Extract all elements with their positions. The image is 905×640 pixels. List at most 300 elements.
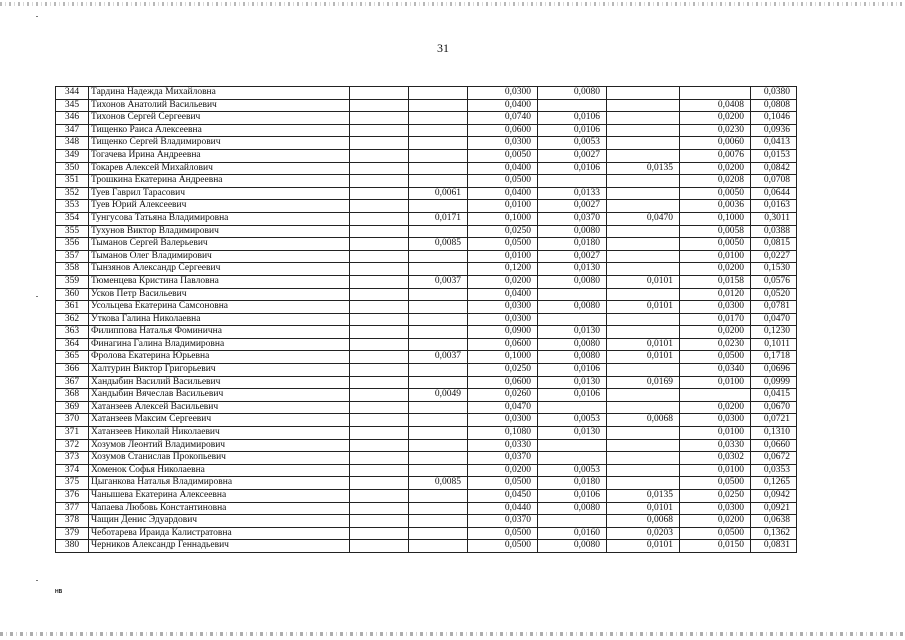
value-cell: 0,3011 bbox=[751, 212, 797, 225]
scan-speck bbox=[36, 580, 38, 581]
empty-cell bbox=[350, 124, 409, 137]
empty-cell bbox=[350, 87, 409, 100]
empty-cell bbox=[350, 414, 409, 427]
person-name: Тунгусова Татьяна Владимировна bbox=[89, 212, 350, 225]
table-row bbox=[56, 351, 797, 364]
value-cell: 0,0370 bbox=[468, 515, 538, 528]
value-cell bbox=[607, 439, 680, 452]
row-number: 350 bbox=[56, 162, 89, 175]
person-name: Усольцева Екатерина Самсоновна bbox=[89, 301, 350, 314]
empty-cell bbox=[350, 288, 409, 301]
value-cell: 0,1530 bbox=[751, 263, 797, 276]
person-name: Тогачева Ирина Андреевна bbox=[89, 149, 350, 162]
row-number: 368 bbox=[56, 389, 89, 402]
table-row bbox=[56, 414, 797, 427]
value-cell bbox=[409, 364, 468, 377]
value-cell: 0,0300 bbox=[468, 137, 538, 150]
value-cell bbox=[607, 225, 680, 238]
value-cell: 0,1000 bbox=[468, 212, 538, 225]
value-cell bbox=[538, 401, 607, 414]
person-name: Тардина Надежда Михайловна bbox=[89, 87, 350, 100]
value-cell: 0,0106 bbox=[538, 124, 607, 137]
page-number: 31 bbox=[437, 41, 449, 55]
person-name: Чанышева Екатерина Алексеевна bbox=[89, 490, 350, 503]
value-cell bbox=[607, 401, 680, 414]
person-name: Тухунов Виктор Владимирович bbox=[89, 225, 350, 238]
value-cell: 0,1265 bbox=[751, 477, 797, 490]
person-name: Тынзянов Александр Сергеевич bbox=[89, 263, 350, 276]
row-number: 377 bbox=[56, 502, 89, 515]
row-number: 367 bbox=[56, 376, 89, 389]
row-number: 361 bbox=[56, 301, 89, 314]
value-cell bbox=[409, 464, 468, 477]
value-cell: 0,0050 bbox=[680, 238, 751, 251]
value-cell bbox=[538, 99, 607, 112]
value-cell: 0,0999 bbox=[751, 376, 797, 389]
table-row bbox=[56, 212, 797, 225]
person-name: Чапаева Любовь Константиновна bbox=[89, 502, 350, 515]
value-cell: 0,0080 bbox=[538, 351, 607, 364]
value-cell: 0,0180 bbox=[538, 238, 607, 251]
value-cell: 0,0500 bbox=[468, 238, 538, 251]
empty-cell bbox=[350, 175, 409, 188]
person-name: Тыманов Олег Владимирович bbox=[89, 250, 350, 263]
row-number: 363 bbox=[56, 326, 89, 339]
value-cell: 0,0171 bbox=[409, 212, 468, 225]
table-row bbox=[56, 149, 797, 162]
row-number: 376 bbox=[56, 490, 89, 503]
value-cell bbox=[607, 364, 680, 377]
value-cell bbox=[607, 389, 680, 402]
empty-cell bbox=[350, 238, 409, 251]
value-cell: 0,1011 bbox=[751, 338, 797, 351]
empty-cell bbox=[350, 502, 409, 515]
value-cell bbox=[409, 515, 468, 528]
value-cell: 0,0037 bbox=[409, 351, 468, 364]
value-cell: 0,0600 bbox=[468, 338, 538, 351]
value-cell: 0,0053 bbox=[538, 464, 607, 477]
value-cell: 0,0101 bbox=[607, 301, 680, 314]
value-cell: 0,0100 bbox=[680, 427, 751, 440]
empty-cell bbox=[350, 351, 409, 364]
value-cell bbox=[607, 250, 680, 263]
value-cell bbox=[607, 313, 680, 326]
row-number: 371 bbox=[56, 427, 89, 440]
person-name: Фролова Екатерина Юрьевна bbox=[89, 351, 350, 364]
value-cell: 0,0815 bbox=[751, 238, 797, 251]
value-cell bbox=[607, 200, 680, 213]
table-row bbox=[56, 452, 797, 465]
table-row bbox=[56, 187, 797, 200]
person-name: Филиппова Наталья Фоминична bbox=[89, 326, 350, 339]
table-body bbox=[56, 87, 797, 553]
person-name: Туев Гаврил Тарасович bbox=[89, 187, 350, 200]
table-row bbox=[56, 238, 797, 251]
value-cell: 0,0638 bbox=[751, 515, 797, 528]
empty-cell bbox=[350, 527, 409, 540]
row-number: 365 bbox=[56, 351, 89, 364]
empty-cell bbox=[350, 477, 409, 490]
value-cell: 0,0101 bbox=[607, 338, 680, 351]
value-cell bbox=[409, 338, 468, 351]
table-row bbox=[56, 401, 797, 414]
empty-cell bbox=[350, 313, 409, 326]
value-cell bbox=[409, 490, 468, 503]
value-cell: 0,0300 bbox=[680, 414, 751, 427]
value-cell: 0,0500 bbox=[680, 351, 751, 364]
empty-cell bbox=[350, 99, 409, 112]
value-cell bbox=[409, 124, 468, 137]
row-number: 358 bbox=[56, 263, 89, 276]
person-name: Хозумов Станислав Прокопьевич bbox=[89, 452, 350, 465]
value-cell: 0,0200 bbox=[468, 275, 538, 288]
value-cell bbox=[409, 149, 468, 162]
value-cell: 0,0808 bbox=[751, 99, 797, 112]
value-cell: 0,0050 bbox=[468, 149, 538, 162]
value-cell: 0,0085 bbox=[409, 238, 468, 251]
value-cell: 0,1200 bbox=[468, 263, 538, 276]
row-number: 352 bbox=[56, 187, 89, 200]
person-name: Хандыбин Вячеслав Васильевич bbox=[89, 389, 350, 402]
value-cell: 0,0027 bbox=[538, 200, 607, 213]
value-cell: 0,0180 bbox=[538, 477, 607, 490]
value-cell: 0,0500 bbox=[468, 527, 538, 540]
person-name: Хозумов Леонтий Владимирович bbox=[89, 439, 350, 452]
table-row bbox=[56, 376, 797, 389]
value-cell: 0,0600 bbox=[468, 376, 538, 389]
empty-cell bbox=[350, 464, 409, 477]
value-cell: 0,0203 bbox=[607, 527, 680, 540]
value-cell bbox=[538, 515, 607, 528]
value-cell: 0,0100 bbox=[468, 250, 538, 263]
value-cell: 0,0053 bbox=[538, 414, 607, 427]
person-name: Черников Александр Геннадьевич bbox=[89, 540, 350, 553]
value-cell bbox=[607, 124, 680, 137]
empty-cell bbox=[350, 338, 409, 351]
footer-mark: HB bbox=[55, 589, 63, 595]
value-cell: 0,0230 bbox=[680, 124, 751, 137]
empty-cell bbox=[350, 137, 409, 150]
scan-speck bbox=[36, 16, 38, 17]
row-number: 346 bbox=[56, 112, 89, 125]
person-name: Трошкина Екатерина Андреевна bbox=[89, 175, 350, 188]
value-cell: 0,1000 bbox=[468, 351, 538, 364]
value-cell: 0,0058 bbox=[680, 225, 751, 238]
person-name: Халтурин Виктор Григорьевич bbox=[89, 364, 350, 377]
value-cell: 0,0076 bbox=[680, 149, 751, 162]
value-cell: 0,0413 bbox=[751, 137, 797, 150]
table-row bbox=[56, 200, 797, 213]
empty-cell bbox=[350, 515, 409, 528]
value-cell: 0,0106 bbox=[538, 112, 607, 125]
value-cell: 0,0200 bbox=[680, 112, 751, 125]
table-row bbox=[56, 112, 797, 125]
value-cell bbox=[409, 376, 468, 389]
value-cell: 0,0330 bbox=[468, 439, 538, 452]
value-cell: 0,1310 bbox=[751, 427, 797, 440]
value-cell: 0,0060 bbox=[680, 137, 751, 150]
value-cell: 0,0101 bbox=[607, 275, 680, 288]
value-cell bbox=[409, 502, 468, 515]
row-number: 347 bbox=[56, 124, 89, 137]
value-cell: 0,1718 bbox=[751, 351, 797, 364]
value-cell: 0,0520 bbox=[751, 288, 797, 301]
value-cell: 0,0781 bbox=[751, 301, 797, 314]
value-cell: 0,0158 bbox=[680, 275, 751, 288]
value-cell: 0,0068 bbox=[607, 515, 680, 528]
value-cell: 0,0130 bbox=[538, 376, 607, 389]
row-number: 370 bbox=[56, 414, 89, 427]
value-cell bbox=[607, 137, 680, 150]
value-cell: 0,0200 bbox=[680, 515, 751, 528]
value-cell bbox=[409, 427, 468, 440]
person-name: Тищенко Раиса Алексеевна bbox=[89, 124, 350, 137]
empty-cell bbox=[350, 301, 409, 314]
value-cell: 0,0027 bbox=[538, 250, 607, 263]
table-row bbox=[56, 99, 797, 112]
value-cell: 0,0576 bbox=[751, 275, 797, 288]
row-number: 348 bbox=[56, 137, 89, 150]
value-cell: 0,0900 bbox=[468, 326, 538, 339]
scan-noise-bottom bbox=[0, 632, 905, 636]
empty-cell bbox=[350, 389, 409, 402]
person-name: Туев Юрий Алексеевич bbox=[89, 200, 350, 213]
table-row bbox=[56, 389, 797, 402]
empty-cell bbox=[350, 490, 409, 503]
value-cell: 0,0101 bbox=[607, 502, 680, 515]
value-cell: 0,0169 bbox=[607, 376, 680, 389]
value-cell bbox=[607, 112, 680, 125]
row-number: 353 bbox=[56, 200, 89, 213]
value-cell bbox=[409, 401, 468, 414]
value-cell: 0,0440 bbox=[468, 502, 538, 515]
value-cell bbox=[607, 263, 680, 276]
value-cell: 0,0053 bbox=[538, 137, 607, 150]
row-number: 354 bbox=[56, 212, 89, 225]
value-cell: 0,0921 bbox=[751, 502, 797, 515]
empty-cell bbox=[350, 401, 409, 414]
person-name: Хатанзеев Максим Сергеевич bbox=[89, 414, 350, 427]
row-number: 345 bbox=[56, 99, 89, 112]
value-cell: 0,0500 bbox=[468, 477, 538, 490]
row-number: 355 bbox=[56, 225, 89, 238]
value-cell: 0,0208 bbox=[680, 175, 751, 188]
row-number: 357 bbox=[56, 250, 89, 263]
table-row bbox=[56, 263, 797, 276]
value-cell: 0,0300 bbox=[680, 502, 751, 515]
table-row bbox=[56, 364, 797, 377]
table-row bbox=[56, 275, 797, 288]
empty-cell bbox=[350, 149, 409, 162]
value-cell: 0,0200 bbox=[680, 162, 751, 175]
person-name: Хатанзеев Николай Николаевич bbox=[89, 427, 350, 440]
value-cell: 0,0400 bbox=[468, 162, 538, 175]
value-cell: 0,0300 bbox=[680, 301, 751, 314]
value-cell bbox=[409, 87, 468, 100]
person-name: Цыганкова Наталья Владимировна bbox=[89, 477, 350, 490]
row-number: 360 bbox=[56, 288, 89, 301]
person-name: Токарев Алексей Михайлович bbox=[89, 162, 350, 175]
scan-noise-top bbox=[0, 2, 905, 6]
value-cell: 0,0153 bbox=[751, 149, 797, 162]
value-cell: 0,0133 bbox=[538, 187, 607, 200]
table-row bbox=[56, 313, 797, 326]
value-cell bbox=[409, 112, 468, 125]
value-cell: 0,0049 bbox=[409, 389, 468, 402]
empty-cell bbox=[350, 225, 409, 238]
table-row bbox=[56, 225, 797, 238]
value-cell: 0,0670 bbox=[751, 401, 797, 414]
value-cell: 0,0027 bbox=[538, 149, 607, 162]
value-cell: 0,0842 bbox=[751, 162, 797, 175]
value-cell bbox=[409, 137, 468, 150]
value-cell: 0,0135 bbox=[607, 490, 680, 503]
value-cell: 0,0450 bbox=[468, 490, 538, 503]
row-number: 362 bbox=[56, 313, 89, 326]
row-number: 359 bbox=[56, 275, 89, 288]
person-name: Тюменцева Кристина Павловна bbox=[89, 275, 350, 288]
value-cell: 0,0080 bbox=[538, 87, 607, 100]
value-cell: 0,0200 bbox=[468, 464, 538, 477]
value-cell: 0,0100 bbox=[680, 376, 751, 389]
value-cell: 0,0370 bbox=[468, 452, 538, 465]
empty-cell bbox=[350, 427, 409, 440]
empty-cell bbox=[350, 263, 409, 276]
value-cell: 0,0340 bbox=[680, 364, 751, 377]
person-name: Чеботарева Ираида Калистратовна bbox=[89, 527, 350, 540]
value-cell bbox=[607, 288, 680, 301]
value-cell bbox=[607, 175, 680, 188]
value-cell: 0,0068 bbox=[607, 414, 680, 427]
empty-cell bbox=[350, 439, 409, 452]
value-cell bbox=[409, 414, 468, 427]
value-cell: 0,0080 bbox=[538, 275, 607, 288]
table-row bbox=[56, 540, 797, 553]
value-cell: 0,0080 bbox=[538, 225, 607, 238]
value-cell: 0,0500 bbox=[680, 527, 751, 540]
value-cell bbox=[409, 313, 468, 326]
person-name: Уткова Галина Николаевна bbox=[89, 313, 350, 326]
value-cell: 0,0130 bbox=[538, 326, 607, 339]
value-cell: 0,0831 bbox=[751, 540, 797, 553]
value-cell: 0,0061 bbox=[409, 187, 468, 200]
table-row bbox=[56, 338, 797, 351]
row-number: 364 bbox=[56, 338, 89, 351]
value-cell bbox=[607, 187, 680, 200]
value-cell: 0,0400 bbox=[468, 187, 538, 200]
table-row bbox=[56, 439, 797, 452]
value-cell: 0,0085 bbox=[409, 477, 468, 490]
row-number: 379 bbox=[56, 527, 89, 540]
value-cell: 0,0101 bbox=[607, 540, 680, 553]
empty-cell bbox=[350, 112, 409, 125]
table-row bbox=[56, 175, 797, 188]
empty-cell bbox=[350, 187, 409, 200]
value-cell: 0,0300 bbox=[468, 87, 538, 100]
value-cell: 0,0936 bbox=[751, 124, 797, 137]
value-cell: 0,0080 bbox=[538, 338, 607, 351]
value-cell bbox=[607, 149, 680, 162]
value-cell: 0,1000 bbox=[680, 212, 751, 225]
value-cell: 0,0721 bbox=[751, 414, 797, 427]
value-cell: 0,0150 bbox=[680, 540, 751, 553]
value-cell: 0,0135 bbox=[607, 162, 680, 175]
value-cell: 0,0600 bbox=[468, 124, 538, 137]
value-cell: 0,0300 bbox=[468, 301, 538, 314]
value-cell: 0,0696 bbox=[751, 364, 797, 377]
empty-cell bbox=[350, 326, 409, 339]
value-cell: 0,0942 bbox=[751, 490, 797, 503]
table-row bbox=[56, 87, 797, 100]
value-cell: 0,0106 bbox=[538, 364, 607, 377]
row-number: 373 bbox=[56, 452, 89, 465]
value-cell: 0,1362 bbox=[751, 527, 797, 540]
value-cell: 0,0500 bbox=[468, 540, 538, 553]
value-cell bbox=[538, 313, 607, 326]
value-cell: 0,0106 bbox=[538, 490, 607, 503]
value-cell: 0,0200 bbox=[680, 263, 751, 276]
person-name: Тихонов Анатолий Васильевич bbox=[89, 99, 350, 112]
row-number: 366 bbox=[56, 364, 89, 377]
value-cell: 0,0036 bbox=[680, 200, 751, 213]
value-cell: 0,0470 bbox=[607, 212, 680, 225]
table-row bbox=[56, 301, 797, 314]
table-row bbox=[56, 124, 797, 137]
value-cell: 0,0037 bbox=[409, 275, 468, 288]
value-cell bbox=[409, 162, 468, 175]
row-number: 369 bbox=[56, 401, 89, 414]
value-cell bbox=[607, 238, 680, 251]
value-cell bbox=[409, 301, 468, 314]
table-row bbox=[56, 515, 797, 528]
empty-cell bbox=[350, 212, 409, 225]
value-cell: 0,0380 bbox=[751, 87, 797, 100]
value-cell bbox=[409, 452, 468, 465]
table-row bbox=[56, 490, 797, 503]
person-name: Усков Петр Васильевич bbox=[89, 288, 350, 301]
value-cell bbox=[680, 87, 751, 100]
value-cell: 0,0227 bbox=[751, 250, 797, 263]
row-number: 375 bbox=[56, 477, 89, 490]
empty-cell bbox=[350, 364, 409, 377]
value-cell bbox=[680, 389, 751, 402]
value-cell bbox=[607, 99, 680, 112]
empty-cell bbox=[350, 540, 409, 553]
empty-cell bbox=[350, 275, 409, 288]
value-cell bbox=[409, 288, 468, 301]
value-cell: 0,0100 bbox=[680, 464, 751, 477]
value-cell: 0,0230 bbox=[680, 338, 751, 351]
person-name: Тыманов Сергей Валерьевич bbox=[89, 238, 350, 251]
value-cell bbox=[409, 250, 468, 263]
value-cell: 0,0130 bbox=[538, 427, 607, 440]
value-cell: 0,0050 bbox=[680, 187, 751, 200]
empty-cell bbox=[350, 250, 409, 263]
value-cell: 0,0080 bbox=[538, 301, 607, 314]
person-name: Хандыбин Василий Васильевич bbox=[89, 376, 350, 389]
table-row bbox=[56, 137, 797, 150]
value-cell: 0,0260 bbox=[468, 389, 538, 402]
value-cell bbox=[538, 452, 607, 465]
person-name: Хоменок Софья Николаевна bbox=[89, 464, 350, 477]
value-cell bbox=[538, 288, 607, 301]
value-cell: 0,0200 bbox=[680, 326, 751, 339]
value-cell: 0,0120 bbox=[680, 288, 751, 301]
value-cell: 0,0200 bbox=[680, 401, 751, 414]
table-row bbox=[56, 250, 797, 263]
value-cell bbox=[409, 527, 468, 540]
value-cell: 0,0101 bbox=[607, 351, 680, 364]
